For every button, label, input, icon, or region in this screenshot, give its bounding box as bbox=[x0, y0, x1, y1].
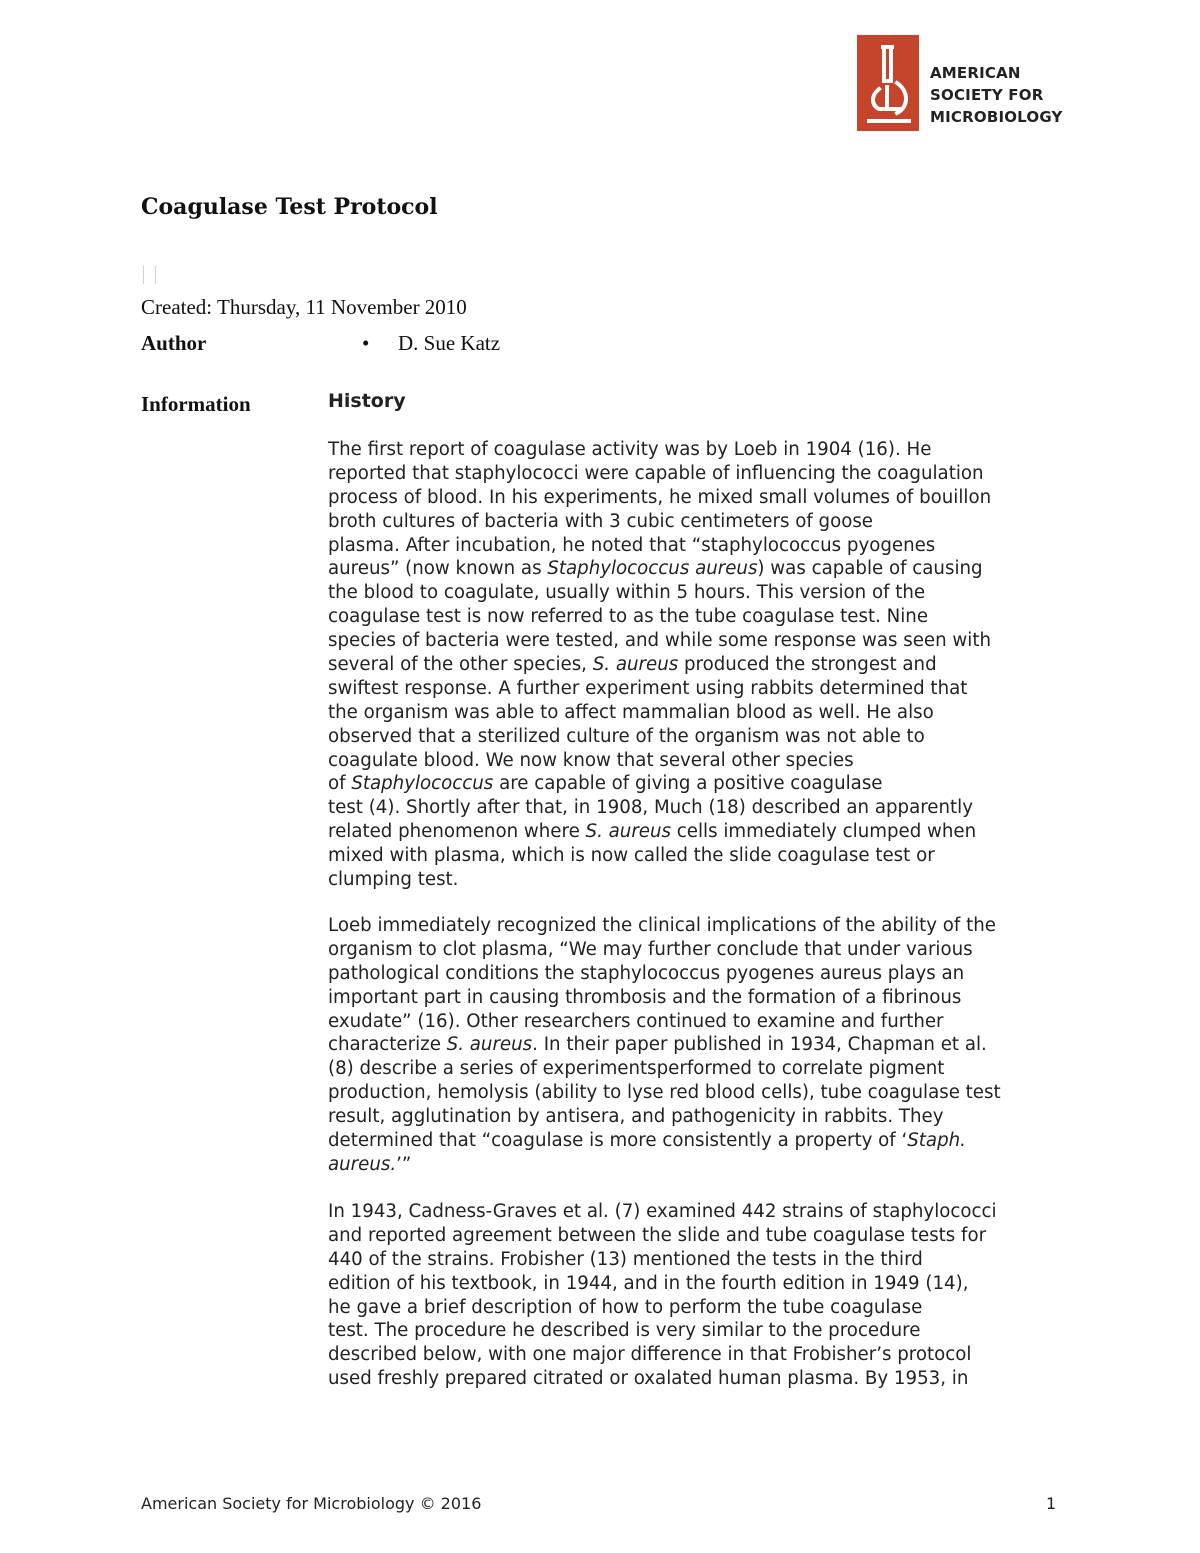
paragraph-line bbox=[328, 986, 1068, 1010]
text-run: several of the other species, bbox=[328, 654, 593, 676]
paragraph-line bbox=[328, 796, 1068, 820]
text-run: cells immediately clumped when bbox=[671, 821, 977, 843]
text-run: reported that staphylococci were capable of influencing the coagulation bbox=[328, 462, 984, 484]
text-run: (8) describe a series of experimentsperformed to correlate pigment bbox=[328, 1058, 945, 1080]
paragraph-line bbox=[328, 486, 1068, 510]
text-run: the organism was able to affect mammalian blood as well. He also bbox=[328, 701, 934, 723]
text-run: are capable of giving a positive coagulase bbox=[493, 773, 883, 795]
text-run: described below, with one major difference in that Frobisher’s protocol bbox=[328, 1344, 972, 1366]
paragraph-line bbox=[328, 1105, 1068, 1129]
text-run: edition of his textbook, in 1944, and in the fourth edition in 1949 (14), bbox=[328, 1272, 969, 1294]
italic-run: Staphylococcus aureus bbox=[547, 558, 758, 580]
text-run: coagulase test is now referred to as the tube coagulase test. Nine bbox=[328, 606, 929, 628]
paragraph-line bbox=[328, 1224, 1068, 1248]
text-run: characterize bbox=[328, 1034, 447, 1056]
bullet-icon: • bbox=[362, 331, 370, 355]
text-run: exudate” (16). Other researchers continued to examine and further bbox=[328, 1010, 944, 1032]
text-run: swiftest response. A further experiment using rabbits determined that bbox=[328, 677, 968, 699]
paragraph-line bbox=[328, 1343, 1068, 1367]
history-paragraph-3 bbox=[328, 1200, 1068, 1391]
text-run: ) was capable of causing bbox=[757, 558, 983, 580]
italic-run: S. aureus bbox=[446, 1034, 533, 1056]
italic-run: aureus. bbox=[328, 1153, 397, 1175]
text-run: pathological conditions the staphylococcus pyogenes aureus plays an bbox=[328, 962, 965, 984]
paragraph-line bbox=[328, 914, 1068, 938]
text-run: he gave a brief description of how to perform the tube coagulase bbox=[328, 1296, 923, 1318]
paragraph-line bbox=[328, 725, 1068, 749]
text-run: In 1943, Cadness-Graves et al. (7) examined 442 strains of staphylococci bbox=[328, 1201, 997, 1222]
text-run: ’” bbox=[396, 1153, 412, 1175]
paragraph-line bbox=[328, 1319, 1068, 1343]
text-run: broth cultures of bacteria with 3 cubic centimeters of goose bbox=[328, 510, 873, 532]
logo-line: SOCIETY FOR bbox=[930, 86, 1044, 104]
italic-run: Staphylococcus bbox=[351, 773, 494, 795]
paragraph-line bbox=[328, 1200, 1068, 1224]
text-run: the blood to coagulate, usually within 5 hours. This version of the bbox=[328, 582, 926, 604]
author-list bbox=[362, 331, 500, 356]
italic-run: S. aureus bbox=[585, 821, 671, 843]
microscope-icon bbox=[857, 35, 919, 131]
text-run: The first report of coagulase activity was by Loeb in 1904 (16). He bbox=[328, 439, 932, 460]
text-run: produced the strongest and bbox=[678, 654, 937, 676]
text-run: observed that a sterilized culture of the organism was not able to bbox=[328, 725, 925, 747]
paragraph-line bbox=[328, 605, 1068, 629]
footer-copyright: American Society for Microbiology © 2016 bbox=[141, 1494, 482, 1513]
text-run: 440 of the strains. Frobisher (13) mentioned the tests in the third bbox=[328, 1248, 923, 1270]
paragraph-line bbox=[328, 1129, 1068, 1153]
text-run: clumping test. bbox=[328, 869, 459, 891]
author-label: Author bbox=[141, 331, 207, 355]
text-run: process of blood. In his experiments, he mixed small volumes of bouillon bbox=[328, 486, 992, 508]
paragraph-line bbox=[328, 438, 1068, 462]
history-paragraph-1 bbox=[328, 438, 1068, 892]
paragraph-line bbox=[328, 701, 1068, 725]
paragraph-line bbox=[328, 1296, 1068, 1320]
text-run: production, hemolysis (ability to lyse red blood cells), tube coagulase test bbox=[328, 1082, 1001, 1104]
paragraph-line bbox=[328, 1367, 1068, 1391]
paragraph-line bbox=[328, 677, 1068, 701]
text-run: test (4). Shortly after that, in 1908, Much (18) described an apparently bbox=[328, 797, 973, 819]
history-paragraph-2 bbox=[328, 914, 1068, 1177]
empty-field-marker bbox=[143, 266, 156, 284]
text-run: and reported agreement between the slide and tube coagulase tests for bbox=[328, 1224, 987, 1246]
text-run: plasma. After incubation, he noted that “staphylococcus pyogenes bbox=[328, 534, 936, 556]
italic-run: Staph. bbox=[907, 1130, 966, 1152]
text-run: species of bacteria were tested, and while some response was seen with bbox=[328, 630, 992, 652]
logo-line: MICROBIOLOGY bbox=[930, 108, 1063, 126]
created-date: Created: Thursday, 11 November 2010 bbox=[141, 295, 467, 319]
logo-line: AMERICAN bbox=[930, 64, 1021, 82]
paragraph-line bbox=[328, 1272, 1068, 1296]
paragraph-line bbox=[328, 581, 1068, 605]
paragraph-line bbox=[328, 629, 1068, 653]
text-run: determined that “coagulase is more consistently a property of ‘ bbox=[328, 1130, 908, 1152]
paragraph-line bbox=[328, 820, 1068, 844]
text-run: aureus” (now known as bbox=[328, 558, 548, 580]
paragraph-line bbox=[328, 844, 1068, 868]
paragraph-line bbox=[328, 510, 1068, 534]
information-label: Information bbox=[141, 392, 251, 416]
text-run: of bbox=[328, 773, 352, 795]
logo-wordmark bbox=[930, 62, 1063, 128]
text-run: mixed with plasma, which is now called the slide coagulase test or bbox=[328, 845, 935, 867]
paragraph-line bbox=[328, 749, 1068, 773]
paragraph-line bbox=[328, 1057, 1068, 1081]
text-run: used freshly prepared citrated or oxalated human plasma. By 1953, in bbox=[328, 1368, 969, 1390]
section-heading: History bbox=[328, 390, 406, 412]
text-run: coagulate blood. We now know that several other species bbox=[328, 749, 854, 771]
text-run: Loeb immediately recognized the clinical implications of the ability of the bbox=[328, 915, 996, 936]
italic-run: S. aureus bbox=[592, 654, 679, 676]
paragraph-line bbox=[328, 868, 1068, 892]
text-run: result, agglutination by antisera, and pathogenicity in rabbits. They bbox=[328, 1106, 944, 1128]
paragraph-line bbox=[328, 1081, 1068, 1105]
paragraph-line bbox=[328, 653, 1068, 677]
paragraph-line bbox=[328, 1033, 1068, 1057]
text-run: test. The procedure he described is very similar to the procedure bbox=[328, 1320, 921, 1342]
paragraph-line bbox=[328, 938, 1068, 962]
asm-logo bbox=[857, 35, 1062, 131]
paragraph-line bbox=[328, 1248, 1068, 1272]
paragraph-line bbox=[328, 1153, 1068, 1177]
text-run: related phenomenon where bbox=[328, 821, 586, 843]
page-number: 1 bbox=[1046, 1494, 1057, 1513]
paragraph-line bbox=[328, 772, 1068, 796]
paragraph-line bbox=[328, 462, 1068, 486]
page-title: Coagulase Test Protocol bbox=[141, 194, 438, 220]
text-run: organism to clot plasma, “We may further conclude that under various bbox=[328, 938, 973, 960]
text-run: important part in causing thrombosis and the formation of a fibrinous bbox=[328, 986, 962, 1008]
paragraph-line bbox=[328, 1010, 1068, 1034]
paragraph-line bbox=[328, 962, 1068, 986]
author-name: D. Sue Katz bbox=[398, 331, 501, 355]
text-run: . In their paper published in 1934, Chapman et al. bbox=[532, 1034, 987, 1056]
paragraph-line bbox=[328, 534, 1068, 558]
paragraph-line bbox=[328, 557, 1068, 581]
